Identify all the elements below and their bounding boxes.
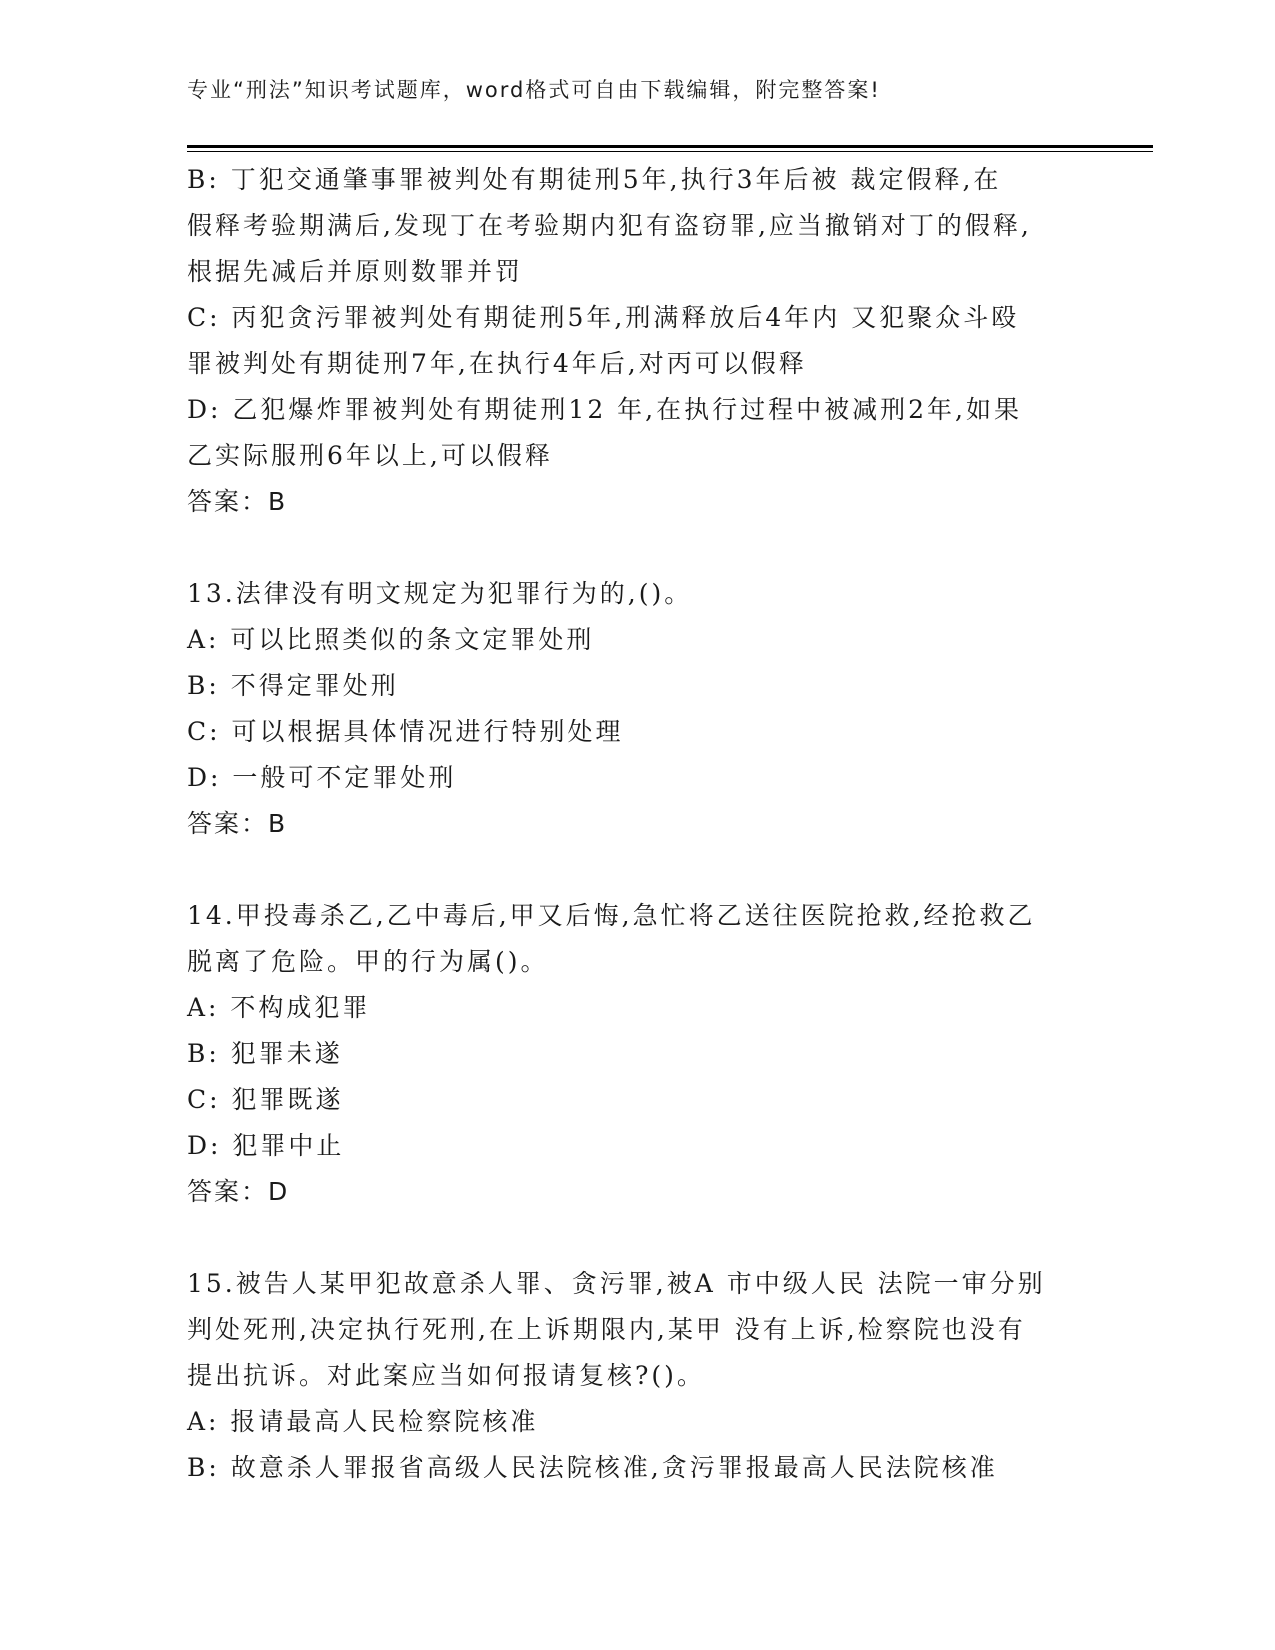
question-text: 14.甲投毒杀乙,乙中毒后,甲又后悔,急忙将乙送往医院抢救,经抢救乙 [187, 901, 1036, 930]
header-rule-thick [187, 145, 1153, 148]
spacer [187, 1215, 1087, 1261]
page-header: 专业“刑法”知识考试题库，word格式可自由下载编辑，附完整答案! [187, 78, 881, 102]
option-a: A: 不构成犯罪 [187, 993, 371, 1022]
option-a: A: 可以比照类似的条文定罪处刑 [187, 625, 595, 654]
prev-question [187, 157, 1087, 525]
question-text: 15.被告人某甲犯故意杀人罪、贪污罪,被A 市中级人民 法院一审分别 [187, 1269, 1046, 1298]
option-b: B: 犯罪未遂 [187, 1039, 343, 1068]
option-c-line: C: 丙犯贪污罪被判处有期徒刑5年,刑满释放后4年内 又犯聚众斗殴 [187, 303, 1020, 332]
option-b-line: 假释考验期满后,发现丁在考验期内犯有盗窃罪,应当撤销对丁的假释, [187, 211, 1032, 240]
option-c: C: 犯罪既遂 [187, 1085, 344, 1114]
option-d: D: 一般可不定罪处刑 [187, 763, 457, 792]
question-text: 脱离了危险。甲的行为属()。 [187, 947, 549, 976]
question-text: 判处死刑,决定执行死刑,在上诉期限内,某甲 没有上诉,检察院也没有 [187, 1315, 1026, 1344]
question-text: 13.法律没有明文规定为犯罪行为的,()。 [187, 579, 693, 608]
question-15 [187, 1261, 1087, 1491]
option-c: C: 可以根据具体情况进行特别处理 [187, 717, 624, 746]
option-b-line: 根据先减后并原则数罪并罚 [187, 257, 524, 286]
question-14 [187, 893, 1087, 1215]
answer-label: 答案：B [187, 809, 288, 838]
option-d-line: D: 乙犯爆炸罪被判处有期徒刑12 年,在执行过程中被减刑2年,如果 [187, 395, 1022, 424]
answer-label: 答案：B [187, 487, 288, 516]
option-c-line: 罪被判处有期徒刑7年,在执行4年后,对丙可以假释 [187, 349, 807, 378]
option-d: D: 犯罪中止 [187, 1131, 345, 1160]
question-13 [187, 571, 1087, 847]
option-b-line: B: 丁犯交通肇事罪被判处有期徒刑5年,执行3年后被 裁定假释,在 [187, 165, 1002, 194]
spacer [187, 847, 1087, 893]
option-d-line: 乙实际服刑6年以上,可以假释 [187, 441, 553, 470]
document-body [187, 157, 1087, 1491]
option-b: B: 不得定罪处刑 [187, 671, 399, 700]
option-a: A: 报请最高人民检察院核准 [187, 1407, 539, 1436]
spacer [187, 525, 1087, 571]
option-b: B: 故意杀人罪报省高级人民法院核准,贪污罪报最高人民法院核准 [187, 1453, 998, 1482]
question-text: 提出抗诉。对此案应当如何报请复核?()。 [187, 1361, 705, 1390]
header-rule-thin [187, 151, 1153, 152]
answer-label: 答案：D [187, 1177, 290, 1206]
